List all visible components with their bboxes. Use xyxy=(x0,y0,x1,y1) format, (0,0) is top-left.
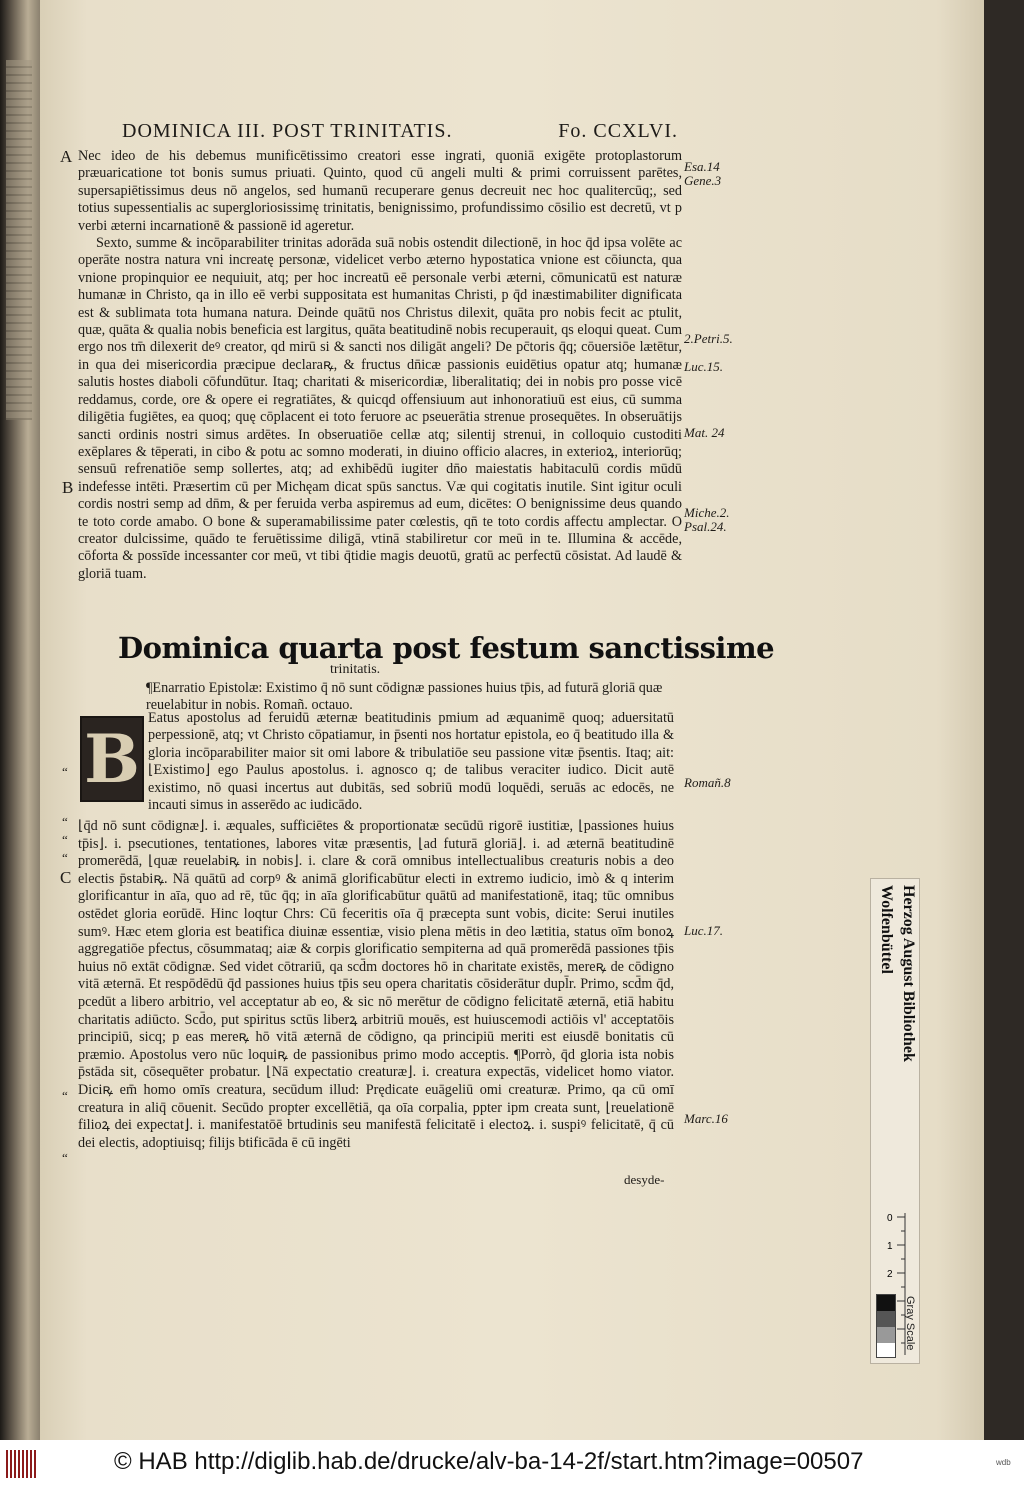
catchword: desyde- xyxy=(624,1172,665,1187)
library-label xyxy=(873,885,919,1205)
margin-letter-b: B xyxy=(62,478,74,497)
section-two-body: ⌊q̄d nō sunt cōdignæ⌋. i. æquales, sufficiētes & proportionatæ secūdū rigorē iustitiæ, ⌊passiones huius tp̄is⌋. i. psecutiones, tentationes, labores vitæ præsentis, ⌊ad futurā gloriā⌋. i. ad æternā beatitudinē promerēdā, ⌊quæ reuelabiꝶ in nobis⌋. i. clare & corā omnibus intellectualibus creaturis nobis a deo electis p̄stabiꝶ. Nā quātū ad corpꝰ & animā glorificabūtur electi in extremo iudicio, imò & q interim glorificantur in aīa, quo ad rē, tūc q̄q; in aīa glorificabūtur quātū ad manifestationē, itaq; tūc omnibus ostēdet gloria eorūdē. Hinc loqtur Chrs: Cū feceritis oīa q̄ præcepta sunt vobis, dicite: Serui inutiles sumꝰ. Hæc etem gloria est beatifica diuinæ essentiæ, visio plena mētis in deo lætitia, status oīm bonoꝝ aggregatiōe pfectus, cōsummataq; aiæ & corpis glorificatio sempiterna ad quā promerēdā passiones tp̄is huius nō extāt cōdignæ. Sed videt cōtrariū, qa scd̄m doctores hō in charitate existēs, mereꝶ de cōdigno vitā æternā. Et respōdēdū q̄d passiones huius tp̄is seu opera charitatis cōsiderātur dupl̄r. Primo, scd̄m q̄d, pcedūt a libero arbitrio, vel acceptatur ab eo, & sic nō merētur de cōdigno felicitatē æternā, etiā habitu charitatis adiūcto. Scd̄o, put spiritus sctūs liberꝝ arbitriū mouēs, est huiuscemodi actiōis vl' acceptatōis principiū, sicq; p eas mereꝶ hō vitā æternā de cōdigno, qa principiū meriti est eiusdē bonitatis cū præmio. Apostolus vero nūc loquiꝶ de passionibus primo modo acceptis. ¶Porrò, q̄d gloria ista nobis p̄stāda sit, cōsequēter probatur. ⌊Nā expectatio creaturæ⌋. i. creatura expectās, videlicet homo viator. Diciꝶ em̄ homo omīs creatura, secūdum illud: Prędicate euāgeliū omi creaturæ. Primo, qa cū omī creatura in aliq̄ cōuenit. Secūdo propter excellētiā, qa oīa corpalia, ppter ipm creata sunt, ⌊reuelationē filioꝝ dei expectat⌋. i. manifestatōē brtudinis seu manifestā felicitatē i electoꝝ. i. suspiꝰ felicitatē, q̄ cū dei electis, adoptiuisq; filijs btificāda ē cū ingēti xyxy=(78,818,674,1151)
paragraph: Sexto, summe & incōparabiliter trinitas adorāda suā nobis ostendit dilectionē, in hoc q̄d ipsa volēte ac operāte nostra natura vni increatę personæ, videlicet verbo æterno hypostatica vnione est cōiuncta, qua vnione propinquior ee nequiuit, atq; per hoc increatū eē personale verbi æterni, cōmunicatū est naturæ humanæ in Christo, qa in illo eē verbi suppositata est humanitas Christi, p q̄d inæstimabiliter dignificata est & sublimata tota humana natura. Deinde quātū nos Christus dilexit, quāta pro nobis fecit ac ptulit, quæ, quāta & qualia nobis beneficia est largitus, quāta beatitudinē nobis recuperauit, qs eloqui queat. Cum ergo nos tm̄ dilexerit deꝰ creator, qd mirū si & sancti nos diligāt angeli? De pc̄toris q̄q; cōuersiōe lætētur, in qua dei misericordia præcipue declaraꝶ, & fructus dn̄icæ passionis euidētius opatur atq; humanæ salutis hostes diaboli cōfundūtur. Itaq; charitati & misericordiæ, liberalitatiq; dei in nobis pro posse vicē reddamus, corde, ore & opere ei regratiātes, & quicqd offensiuum aut inhonoratiuū est eius, cū summa diligētia fugiētes, ea quoq; quę cōplacent ei toto feruore ac pseuerātia strenue prosequētes. In obseruātijs sancti ordinis nostri simus ardētes. In obseruatiōe cellæ atq; silentij strenui, in colloquio custoditi exēplares & tēperati, in cibo & potu ac somno moderati, in diuino officio alacres, in exterioꝝ, interiorūq; sensuū refrenatiōe semp sollertes, atq; ad exhibēdū iugiter dn̄o maiestatis habitaculū cordis mūdū indefesse intēti. Præsertim cū per Michęam dicat spūs sanctus. Væ qui cogitatis inutile. Sint igitur oculi cordis nostri semp ad dn̄m, & per feruida verba aspiremus ad eum, dicētes: O benignissime deus quando te toto corde amabo. O bone & superamabilissime pater cœlestis, qn̄ te toto cordis affectu amplectar. O creator dulcissime, quādo te feruētissime diligā, vtinā stabiliretur cor meū in te. Illumina & accēde, cōforta & possīde incessanter cor meū, vt tibi q̄tidie magis deuotū, gratū ac perfectū cōsistat. Ad laudē & gloriā tuam. xyxy=(78,235,682,582)
margin-letter-c: C xyxy=(60,868,72,887)
library-city: Wolfenbüttel xyxy=(878,885,895,974)
section-two-opening: Eatus apostolus ad feruidū æternæ beatitudinis pmium ad æquanimē quoq; aduersitatū perpessionē, atq; vt Christo cōpatiamur, in p̄senti nos hortatur epistola, eo q̄ beatitudo illa & gloria incōparabiliter maior sit omi labore & tribulatiōe seu passione vitæ p̄sentis. Itaq; ait: ⌊Existimo⌋ ego Paulus apostolus. i. agnosco q; de talibus veraciter iudico. Dicit autē existimo, nō quasi incertus aut dubitās, sed sobriū modū loquēdi, seruās ac edocēs, ne incauti simus in asserēdo ac iudicādo. xyxy=(148,710,674,814)
quote-mark: “ xyxy=(62,850,68,865)
ruler-mark: 1 xyxy=(887,1241,893,1252)
margin-ref: Luc.15. xyxy=(684,359,723,374)
section-title: Dominica quarta post festum sanctissime xyxy=(118,631,775,665)
footer-mark: wdb xyxy=(996,1458,1011,1467)
header-title: DOMINICA III. POST TRINITATIS. xyxy=(122,120,453,142)
library-name: Herzog August Bibliothek xyxy=(900,885,917,1062)
section-one-text xyxy=(78,148,682,583)
running-header xyxy=(122,120,678,150)
epistle-heading: ¶Enarratio Epistolæ: Existimo q̄ nō sunt cōdignæ passiones huius tp̄is, ad futurā gloriā quæ reuelabitur in nobis. Romañ. octauo. xyxy=(146,680,663,714)
copyright-url[interactable]: © HAB http://diglib.hab.de/drucke/alv-ba-14-2f/start.htm?image=00507 xyxy=(114,1448,864,1475)
margin-ref: Romañ.8 xyxy=(684,775,731,790)
archive-strip xyxy=(870,878,920,1364)
quote-mark: “ xyxy=(62,832,68,847)
adjacent-page-text xyxy=(6,60,32,420)
section-subtitle: trinitatis. xyxy=(330,662,381,677)
initial-letter: B xyxy=(84,720,140,798)
ruler-mark: 2 xyxy=(887,1269,893,1280)
margin-ref: Mat. 24 xyxy=(684,425,725,440)
quote-mark: “ xyxy=(62,1088,68,1103)
margin-ref: Esa.14 xyxy=(684,159,720,174)
quote-mark: “ xyxy=(62,1150,68,1165)
background-edge xyxy=(984,0,1024,1440)
gray-scale-label: Gray Scale xyxy=(904,1296,916,1351)
ruler-mark: 0 xyxy=(887,1213,893,1224)
margin-ref: Luc.17. xyxy=(684,923,723,938)
margin-ref: Gene.3 xyxy=(684,173,722,188)
quote-mark: “ xyxy=(62,814,68,829)
decorated-initial xyxy=(80,716,144,802)
margin-ref: Miche.2. xyxy=(684,505,730,520)
gray-scale-swatches xyxy=(876,1294,896,1358)
margin-ref: Marc.16 xyxy=(684,1111,728,1126)
hab-logo-icon xyxy=(6,1450,36,1478)
footer-bar xyxy=(0,1440,1024,1488)
folio-number: Fo. CCXLVI. xyxy=(558,120,678,142)
adjacent-page-edge xyxy=(0,0,40,1440)
margin-ref: Psal.24. xyxy=(684,519,727,534)
paragraph: Nec ideo de his debemus munificētissimo creatori esse ingrati, quoniā exigēte protoplastorum præuaricatione tot bonis sumus priuati. Quinto, quod cū angeli multi & primi corruissent parētes, supersapiētissimus deus nō angelos, sed humanū recuperare genus decreuit nec hoc qualitercūq;, sed totius supessentialis ac supergloriosissimę trinitatis, benignissimo, profundissimo cōsilio est decretū, vt p verbi æterni incarnationē & passionē id ageretur. xyxy=(78,148,682,234)
quote-mark: “ xyxy=(62,764,68,779)
margin-ref: 2.Petri.5. xyxy=(684,331,733,346)
margin-letter-a: A xyxy=(60,147,73,166)
